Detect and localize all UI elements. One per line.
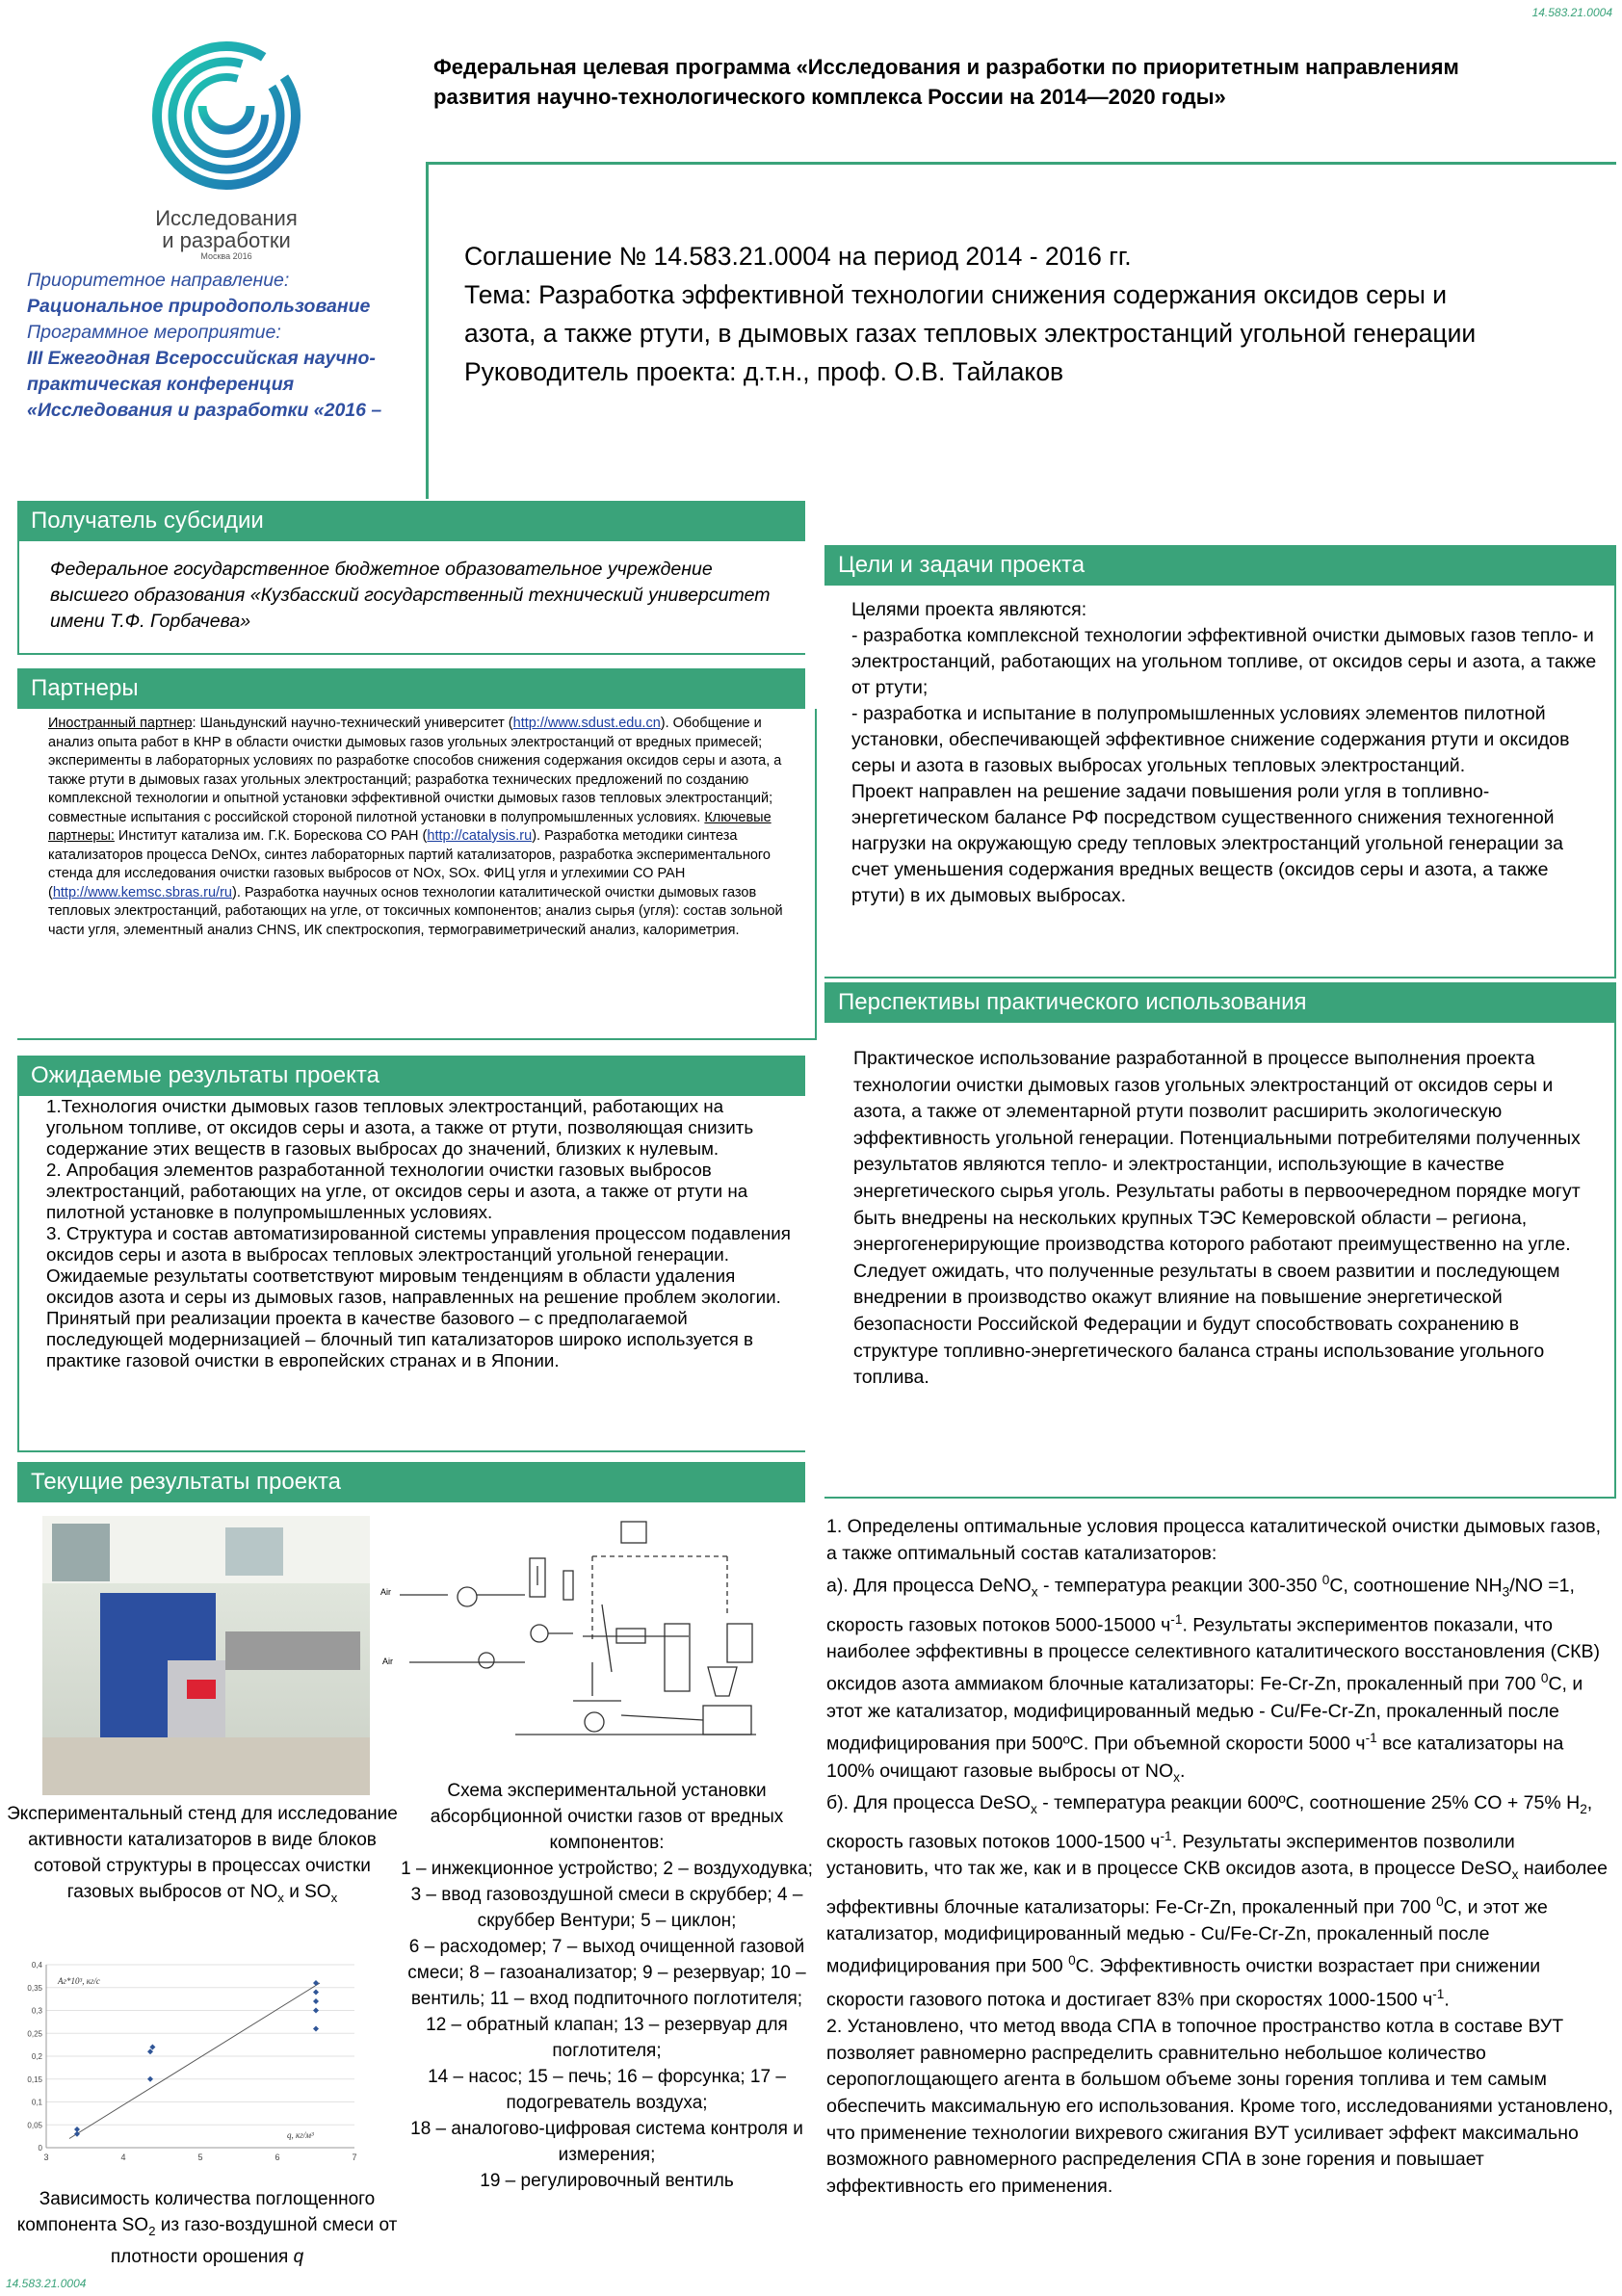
agreement-number: Соглашение № 14.583.21.0004 на период 2014 - 2016 гг. bbox=[464, 242, 1132, 271]
prospects-text: Практическое использование разработанной в процессе выполнения проекта технологии очистки дымовых газов угольных электростанций от оксидов серы и азота, а также от элементарной ртути позволит расширить экологическую эффективность угольной генерации. Потенциальными потребителями полученных результатов являются тепло- и электростанции, использующие в качестве энергетического сырья уголь. Результаты работы в первоочередном порядке могут быть внедрены на нескольких крупных ТЭС Кемеровской области – региона, энергогенерирующие производства которого работают преимущественно на угле. Следует ожидать, что полученные результаты в своем развитии и последующем внедрении в производство окажут влияние на повышение энергетической безопасности Российской Федерации и будут способствовать сохранению в структуре топливно-энергетического баланса страны использование угольного топлива. bbox=[853, 1048, 1581, 1389]
key-partners-label: Ключевые партнеры: bbox=[48, 809, 772, 844]
chart-y-tick: 0,1 bbox=[31, 2098, 42, 2107]
chart-y-tick: 0,35 bbox=[27, 1983, 42, 1993]
chart-y-label: Aг*10³, кг/с bbox=[58, 1976, 100, 1986]
scheme-legend-2: 6 – расходомер; 7 – выход очищенной газовой смеси; 8 – газоанализатор; 9 – резервуар; 10 – вентиль; 11 – вход подпиточного поглотителя; bbox=[407, 1937, 806, 2009]
partners-header: Партнеры bbox=[17, 668, 805, 709]
expected-item-2: 2. Апробация элементов разработанной технологии очистки газовых выбросов электростанций, работающих на угле, от оксидов серы и азота, а также от ртути на пилотной установке в полупромышленных условиях. bbox=[46, 1160, 748, 1222]
result-a: а). Для процесса DeNO$_x$ - температура реакции 300-350 $^0$С, соотношение $NH_3/NO =1$, скорость газовых потоков 5000-15000 $ч^{-1}$. Результаты экспериментов показали, что наиболее эффективны в процессе селективного каталитического восстановления (СКВ) оксидов азота аммиаком блочные катализаторы: Fe-Cr-Zn, прокаленный при 700 $^0$С, и этот же катализатор, модифицированный медью - Cu/Fe-Cr-Zn, прокаленный после модифицирования при 500ºС. При объемной скорости 5000 $ч^{-1}$ все катализаторы на 100% очищают газовые выбросы от $NO_x$. bbox=[826, 1573, 1601, 1785]
scheme-legend-6: 19 – регулировочный вентиль bbox=[480, 2171, 734, 2191]
scheme-caption: Схема экспериментальной установки абсорбционной очистки газов от вредных компонентов: 1 – инжекционное устройство; 2 – воздуходувка; 3 – ввод газовоздушной смеси в скруббер; 4 – скруббер Вентури; 5 – циклон; 6 – расходомер; 7 – выход очищенной газовой смеси; 8 – газоанализатор; 9 – резервуар; 10 – вентиль; 11 – вход подпиточного поглотителя; 12 – обратный клапан; 13 – резервуар для поглотителя; 14 – насос; 15 – печь; 16 – форсунка; 17 – подогреватель воздуха; 18 – аналогово-цифровая система контроля и измерения; 19 – регулировочный вентиль bbox=[395, 1778, 819, 2194]
diagram-label-air1: Air bbox=[380, 1587, 391, 1597]
chart-x-tick: 4 bbox=[120, 2152, 126, 2162]
goal-2: - разработка и испытание в полупромышленных условиях элементов пилотной установки, обеспечивающей эффективное снижение содержания ртути и оксидов серы и азота в газовых выбросах угольных тепловых электростанций. bbox=[851, 703, 1570, 776]
event-value: III Ежегодная Всероссийская научно-практическая конференция «Исследования и разработки «2016 – bbox=[27, 348, 382, 421]
chart-y-tick: 0 bbox=[38, 2144, 42, 2152]
chart-point bbox=[313, 1998, 319, 2004]
stand-photo-caption: Экспериментальный стенд для исследование активности катализаторов в виде блоков сотовой структуры в процессах очистки газовых выбросов от $NO_x$ и $SO_x$ bbox=[7, 1804, 398, 1905]
chart-point bbox=[74, 2126, 80, 2132]
chart-point bbox=[313, 2008, 319, 2014]
top-divider bbox=[426, 162, 1616, 165]
expected-item-1: 1.Технология очистки дымовых газов тепловых электростанций, работающих на угольном топливе, от оксидов серы и азота, а также от ртути, позволяющая снизить содержание этих веществ в газовых выбросах до значений, близких к нулевым. bbox=[46, 1096, 754, 1159]
recipient-text: Федеральное государственное бюджетное образовательное учреждение высшего образования «Кузбасский государственный технический университет имени Т.Ф. Горбачева» bbox=[50, 559, 771, 632]
logo-text-2: и разработки bbox=[162, 228, 291, 252]
scheme-diagram bbox=[371, 1508, 799, 1768]
chart-caption: Зависимость количества поглощенного компонента $SO_2$ из газо-воздушной смеси от плотности орошения q bbox=[16, 2189, 398, 2267]
foreign-partner-label: Иностранный партнер bbox=[48, 716, 193, 731]
expected-text bbox=[19, 1096, 805, 1371]
partners-text: Иностранный партнер: Шаньдунский научно-технический университет (http://www.sdust.edu.cn). Обобщение и анализ опыта работ в КНР в области очистки дымовых газов угольных электростанций от вредных примесей; эксперименты в лабораторных условиях по разработке способов снижения содержания оксидов серы и азота, а также ртути в дымовых газах угольных электростанций; разработка технических предложений по созданию комплексной технологии и опытной установки эффективной очистки дымовых газов тепловых электростанций; совместные испытания с российской стороной пилотной установки в полупромышленных условиях. Ключевые партнеры: Институт катализа им. Г.К. Борескова СО РАН (http://catalysis.ru). Разработка методики синтеза катализаторов процесса DeNOx, синтез лабораторных партий катализаторов, разработка экспериментального стенда для исследования очистки газовых выбросов от NOx, SOx. ФИЦ угля и углехимии СО РАН (http://www.kemsc.sbras.ru/ru). Разработка научных основ технологии каталитической очистки дымовых газов тепловых электростанций, работающих на угле, от токсичных компонентов; анализ сырья (угля): состав зольной части угля, элементный анализ CHNS, ИК спектроскопия, термогравиметрический анализ, калориметрия. bbox=[48, 716, 783, 938]
scheme-legend-4: 14 – насос; 15 – печь; 16 – форсунка; 17 – подогреватель воздуха; bbox=[428, 2067, 786, 2113]
expected-header: Ожидаемые результаты проекта bbox=[17, 1056, 805, 1096]
scheme-legend-3: 12 – обратный клапан; 13 – резервуар для поглотителя; bbox=[426, 2015, 788, 2061]
recipient-box bbox=[17, 541, 805, 655]
chart-y-tick: 0,15 bbox=[27, 2074, 42, 2084]
project-code-bottom: 14.583.21.0004 bbox=[6, 2277, 87, 2290]
event-label: Программное мероприятие: bbox=[27, 322, 281, 343]
priority-block bbox=[27, 268, 432, 424]
absorption-chart bbox=[10, 1957, 376, 2179]
chart-point bbox=[313, 2026, 319, 2032]
chart-point bbox=[313, 1980, 319, 1986]
chart-svg bbox=[10, 1957, 376, 2179]
recipient-header: Получатель субсидии bbox=[17, 501, 805, 541]
partner-link-kemsc[interactable]: http://www.kemsc.sbras.ru/ru bbox=[52, 884, 232, 900]
program-title: Федеральная целевая программа «Исследования и разработки по приоритетным направлениям развития научно-технологического комплекса России на 2014—2020 годы» bbox=[433, 55, 1459, 109]
result-b: б). Для процесса DeSO$_x$ - температура реакции 600ºС, соотношение 25% CO + 75% $H_2$, скорость газовых потоков 1000-1500 $ч^{-1}$. Результаты экспериментов позволили установить, что так же, как и в процессе СКВ оксидов азота, в процессе DeSO$_x$ наиболее эффективны блочные катализаторы: Fe-Cr-Zn, прокаленный при 700 $^0$С, и этот же катализатор, модифицированный медью - Cu/Fe-Cr-Zn, прокаленный после модифицирования при 500 $^0$С. Эффективность очистки возрастает при снижении скорости газового потока и достигает 83% при скоростях 1000-1500 $ч^{-1}$. bbox=[826, 1792, 1608, 2011]
chart-x-tick: 7 bbox=[352, 2152, 357, 2162]
chart-x-tick: 3 bbox=[43, 2152, 49, 2162]
agreement-topic-1: Тема: Разработка эффективной технологии снижения содержания оксидов серы и bbox=[464, 280, 1448, 309]
partner-link-catalysis[interactable]: http://catalysis.ru bbox=[427, 828, 533, 844]
project-code-top: 14.583.21.0004 bbox=[1531, 6, 1612, 19]
expected-box bbox=[17, 1096, 805, 1452]
agreement-block bbox=[464, 237, 1610, 391]
expected-item-3: 3. Структура и состав автоматизированной системы управления процессом подавления оксидов серы и азота в выбросах тепловых электростанций угольной генерации. bbox=[46, 1223, 791, 1265]
goals-text bbox=[824, 586, 1614, 909]
chart-x-tick: 6 bbox=[275, 2152, 280, 2162]
prospects-header: Перспективы практического использования bbox=[824, 982, 1616, 1023]
result-2: 2. Установлено, что метод ввода СПА в топочное пространство котла в составе ВУТ позволяет равномерно распределить сравнительно небольшое количество серопоглощающего агента в большом объеме зоны горения топлива и тем самым обеспечить максимальную его использования. Кроме того, исследованиями установлено, что применение технологии вихревого сжигания ВУТ усиливает эффект максимально возможного равномерного распределения СПА в зоне горения и повышает эффективность его применения. bbox=[826, 2015, 1613, 2198]
chart-y-tick: 0,2 bbox=[31, 2052, 42, 2061]
logo-text-3: Москва 2016 bbox=[200, 251, 252, 261]
logo-text-1: Исследования bbox=[155, 206, 298, 230]
partners-box bbox=[17, 709, 817, 1040]
chart-y-tick: 0,3 bbox=[31, 2006, 42, 2016]
chart-y-tick: 0,05 bbox=[27, 2121, 42, 2130]
chart-x-tick: 5 bbox=[197, 2152, 203, 2162]
logo bbox=[125, 39, 327, 260]
chart-y-tick: 0,25 bbox=[27, 2029, 42, 2039]
chart-y-tick: 0,4 bbox=[31, 1961, 42, 1970]
goal-1: - разработка комплексной технологии эффективной очистки дымовых газов тепло- и электростанций, работающих на угольном топливе, от оксидов серы и азота, а также от ртути; bbox=[851, 625, 1597, 698]
partner-link-sdust[interactable]: http://www.sdust.edu.cn bbox=[512, 716, 661, 731]
priority-label: Приоритетное направление: bbox=[27, 270, 290, 291]
goals-intro: Целями проекта являются: bbox=[851, 599, 1087, 620]
priority-value: Рациональное природопользование bbox=[27, 296, 371, 317]
scheme-legend-5: 18 – аналогово-цифровая система контроля и измерения; bbox=[410, 2119, 803, 2165]
scheme-legend-1: 1 – инжекционное устройство; 2 – воздуходувка; 3 – ввод газовоздушной смеси в скруббер; 4 – скруббер Вентури; 5 – циклон; bbox=[401, 1859, 813, 1931]
stand-photo bbox=[42, 1516, 370, 1795]
chart-point bbox=[147, 2076, 153, 2082]
goal-3: Проект направлен на решение задачи повышения роли угля в топливно-энергетическом балансе РФ посредством существенного снижения техногенной нагрузки на окружающую среду тепловых электростанций угольной генерации за счет уменьшения содержания вредных веществ (оксидов серы и азота, а также ртути) в их дымовых выбросах. bbox=[851, 781, 1563, 906]
agreement-topic-2: азота, а также ртути, в дымовых газах тепловых электростанций угольной генерации bbox=[464, 319, 1477, 348]
prospects-box bbox=[824, 1023, 1616, 1499]
expected-item-4: Ожидаемые результаты соответствуют мировым тенденциям в области удаления оксидов азота и серы из дымовых газов, направленных на решение проблем экологии. Принятый при реализации проекта в качестве базового – с предполагаемой последующей модернизацией – блочный тип катализаторов широко используется в практике газовой очистки в европейских странах и в Японии. bbox=[46, 1265, 781, 1370]
chart-point bbox=[313, 1990, 319, 1996]
chart-x-label: q, кг/м³ bbox=[287, 2130, 314, 2140]
current-results-text bbox=[826, 1514, 1614, 2201]
chart-trendline bbox=[69, 1983, 320, 2139]
logo-icon bbox=[125, 39, 327, 202]
current-header: Текущие результаты проекта bbox=[17, 1462, 805, 1502]
goals-box bbox=[824, 586, 1616, 978]
goals-header: Цели и задачи проекта bbox=[824, 545, 1616, 586]
project-leader: Руководитель проекта: д.т.н., проф. О.В. Тайлаков bbox=[464, 357, 1064, 386]
result-1: 1. Определены оптимальные условия процесса каталитической очистки дымовых газов, а также оптимальный состав катализаторов: bbox=[826, 1516, 1602, 1564]
diagram-label-air2: Air bbox=[382, 1657, 393, 1666]
